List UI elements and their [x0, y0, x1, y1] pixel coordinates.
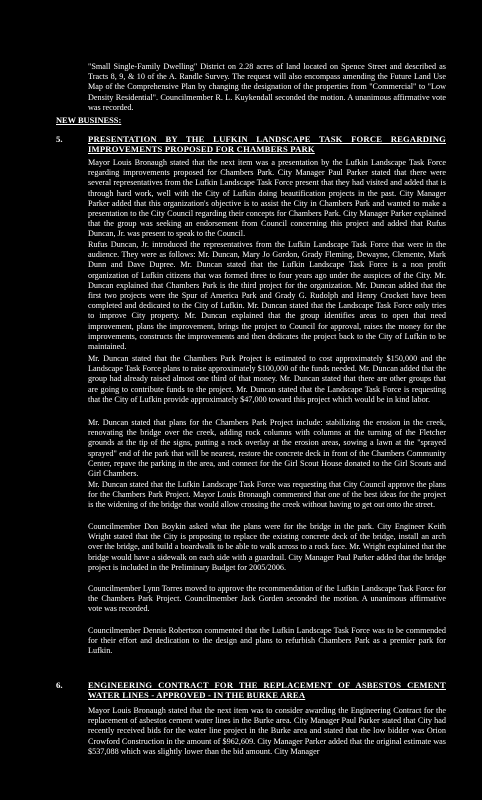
item-5-paragraph-1: Mayor Louis Bronaugh stated that the next item was a presentation by the Lufkin Landscape Task Force regarding improvements proposed for Chambers Park. City Manager Paul Parker stated that there were several representatives from the Lufkin Landscape Task Force present that they had visited and added that is through hard work, well with the City of Lufkin doing beautification projects in the past. City Manager Parker added that this organization's objective is to assist the City in Chambers Park and wanted to make a presentation to the City Council regarding their concepts for Chambers Park. City Manager Parker explained that the group was seeking an endorsement from Council concerning this project and added that Rufus Duncan, Jr. was present to speak to the Council.: [88, 158, 446, 239]
item-6-paragraph-1: Mayor Louis Bronaugh stated that the next item was to consider awarding the Engineering Contract for the replacement of asbestos cement water lines in the Burke area. City Manager Paul Parker stated that City had recently received bids for the water line project in the Burke area and stated that the low bidder was Orion Crowford Construction in the amount of $962,609. City Manager Parker added that the original estimate was $537,088 which was slightly lower than the bid amount. City Manager: [88, 706, 446, 756]
item-5-paragraph-2: Rufus Duncan, Jr. introduced the representatives from the Lufkin Landscape Task Force that were in the audience. They were as follows: Mr. Duncan, Mary Jo Gordon, Grady Fleming, Dewayne, Clemente, Mark Dunn and Dave Dupree. Mr. Duncan stated that the Lufkin Landscape Task Force is a non profit organization of Lufkin citizens that was formed three to four years ago under the auspices of the City. Mr. Duncan explained that Chambers Park is the third project for the organization. Mr. Duncan added that the first two projects were the Spur of America Park and Grady G. Rudolph and Henry Crockett have been completed and dedicated to the City of Lufkin. Mr. Duncan stated that the Landscape Task Force only tries to improve City property. Mr. Duncan explained that the group identifies areas to open that need improvement, plans the improvement, brings the project to Council for approval, raises the money for the improvements, constructs the improvements and then dedicates the project back to the City of Lufkin to be maintained.: [88, 240, 446, 352]
item-5-paragraph-6: Councilmember Don Boykin asked what the plans were for the bridge in the park. City Engineer Keith Wright stated that the City is proposing to replace the existing concrete deck of the bridge, install an arch over the bridge, and build a boardwalk to be able to walk across to a rock face. Mr. Wright explained that the bridge would have a sidewalk on each side with a guardrail. City Manager Paul Parker added that the bridge project is included in the Preliminary Budget for 2005/2006.: [88, 522, 446, 572]
item-6-number: 6.: [56, 680, 63, 690]
item-5-number: 5.: [56, 134, 63, 144]
item-5-paragraph-8: Councilmember Dennis Robertson commented that the Lufkin Landscape Task Force was to be commended for their effort and dedication to the design and plans to refurbish Chambers Park as a premier park for Lufkin.: [88, 626, 446, 656]
item-5-paragraph-3: Mr. Duncan stated that the Chambers Park Project is estimated to cost approximately $150,000 and the Landscape Task Force plans to raise approximately $100,000 of the funds needed. Mr. Duncan added that the group had already raised almost one third of that money. Mr. Duncan stated that there are other groups that are going to contribute funds to the project. Mr. Duncan stated that the Landscape Task Force is requesting that the City of Lufkin provide approximately $47,000 toward this project which would be in kind labor.: [88, 354, 446, 404]
item-6-title: ENGINEERING CONTRACT FOR THE REPLACEMENT OF ASBESTOS CEMENT WATER LINES - APPROVED - IN THE BURKE AREA: [88, 680, 446, 701]
item-5-paragraph-4: Mr. Duncan stated that plans for the Chambers Park Project include: stabilizing the erosion in the creek, renovating the bridge over the creek, adding rock columns with columns at the turning of the Fletcher grounds at the tip of the signs, putting a rock overlay at the erosion areas, sowing a lawn at the "sprayed sprayed" end of the park that will be nearest, restore the concrete deck in front of the Chambers Community Center, repave the parking in the area, and connect for the Girl Scout House donated to the Girl Scouts and Girl Chambers.: [88, 418, 446, 479]
new-business-heading: NEW BUSINESS:: [56, 116, 122, 125]
intro-paragraph: "Small Single-Family Dwelling" District on 2.28 acres of land located on Spence Street and described as Tracts 8, 9, & 10 of the A. Randle Survey. The request will also encompass amending the Future Land Use Map of the Comprehensive Plan by changing the designation of the properties from "Commercial" to "Low Density Residential". Councilmember R. L. Kuykendall seconded the motion. A unanimous affirmative vote was recorded.: [88, 62, 446, 112]
item-5-title: PRESENTATION BY THE LUFKIN LANDSCAPE TASK FORCE REGARDING IMPROVEMENTS PROPOSED FOR CHAMBERS PARK: [88, 134, 446, 155]
item-5-paragraph-5: Mr. Duncan stated that the Lufkin Landscape Task Force was requesting that City Council approve the plans for the Chambers Park Project. Mayor Louis Bronaugh commented that one of the best ideas for the project is the widening of the bridge that would allow crossing the creek without having to get out onto the street.: [88, 480, 446, 510]
item-5-paragraph-7: Councilmember Lynn Torres moved to approve the recommendation of the Lufkin Landscape Task Force for the Chambers Park Project. Councilmember Jack Gorden seconded the motion. A unanimous affirmative vote was recorded.: [88, 584, 446, 614]
